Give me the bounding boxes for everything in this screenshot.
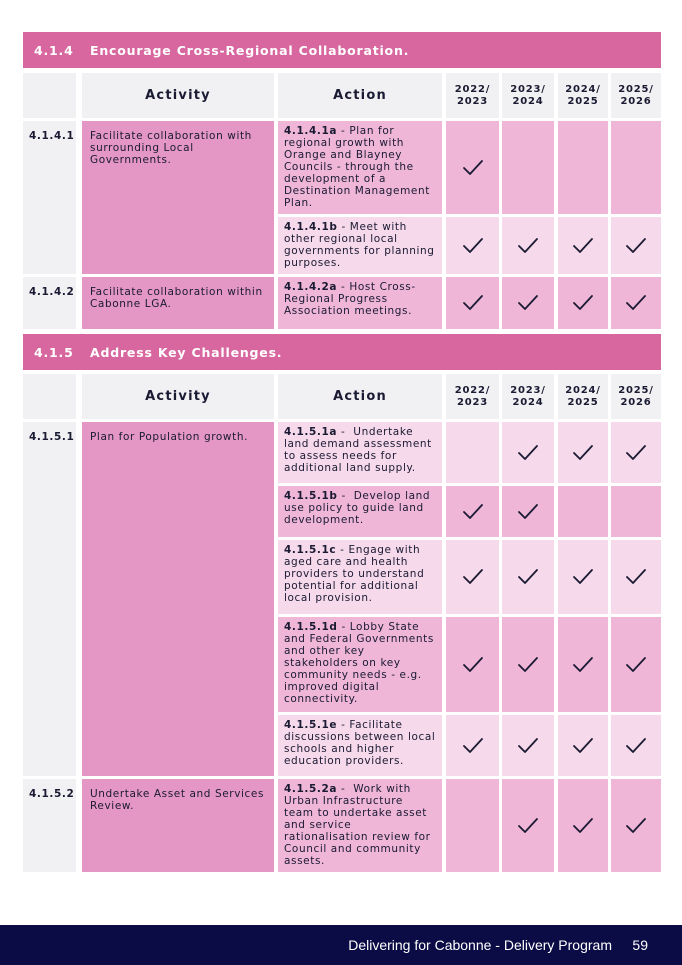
checkmark-icon: [462, 568, 484, 586]
checkmark-icon: [517, 294, 539, 312]
column-header-blank: [23, 73, 76, 118]
year-cell: [446, 217, 499, 274]
column-header-action: Action: [278, 374, 442, 419]
year-cell: [446, 422, 499, 483]
action-item: [278, 486, 442, 537]
checkmark-icon: [625, 294, 647, 312]
year-cell: [446, 277, 499, 329]
year-cell: [558, 217, 608, 274]
activity-description: Facilitate collaboration within Cabonne LGA.: [82, 277, 274, 329]
year-cell: [502, 617, 554, 712]
checkmark-icon: [517, 503, 539, 521]
checkmark-icon: [572, 237, 594, 255]
column-header-year: 2025/ 2026: [611, 73, 661, 118]
checkmark-icon: [517, 656, 539, 674]
action-text: Plan for regional growth with Orange and Blayney Councils - through the development of a Destination Management Plan.: [284, 125, 430, 209]
column-header-year: 2022/ 2023: [446, 73, 499, 118]
checkmark-icon: [625, 444, 647, 462]
action-separator: -: [337, 426, 354, 438]
activity-description: Undertake Asset and Services Review.: [82, 779, 274, 872]
page-footer: [0, 925, 682, 965]
checkmark-icon: [625, 817, 647, 835]
section-number: 4.1.4: [34, 42, 74, 58]
checkmark-icon: [517, 444, 539, 462]
year-cell: [611, 217, 661, 274]
year-cell: [558, 277, 608, 329]
action-item: [278, 121, 442, 214]
year-cell: [611, 540, 661, 614]
action-separator: -: [337, 719, 350, 731]
action-code: 4.1.4.1b: [284, 221, 338, 233]
action-item: [278, 277, 442, 329]
checkmark-icon: [462, 159, 484, 177]
action-code: 4.1.5.1a: [284, 426, 338, 438]
year-cell: [611, 121, 661, 214]
year-cell: [558, 779, 608, 872]
year-cell: [611, 486, 661, 537]
checkmark-icon: [572, 568, 594, 586]
section-number: 4.1.5: [34, 344, 74, 360]
action-separator: -: [337, 621, 350, 633]
checkmark-icon: [462, 656, 484, 674]
checkmark-icon: [572, 444, 594, 462]
year-cell: [502, 540, 554, 614]
year-cell: [502, 217, 554, 274]
year-cell: [446, 486, 499, 537]
action-code: 4.1.5.1b: [284, 490, 338, 502]
action-separator: -: [337, 783, 354, 795]
action-text: Engage with aged care and health providers to understand potential for additional local provision.: [284, 544, 425, 604]
year-cell: [446, 540, 499, 614]
column-header-activity: Activity: [82, 374, 274, 419]
year-cell: [611, 715, 661, 776]
section-title: Encourage Cross-Regional Collaboration.: [90, 42, 410, 58]
checkmark-icon: [462, 237, 484, 255]
checkmark-icon: [572, 656, 594, 674]
column-header-year: 2022/ 2023: [446, 374, 499, 419]
column-header-year: 2024/ 2025: [558, 374, 608, 419]
year-cell: [502, 422, 554, 483]
checkmark-icon: [572, 817, 594, 835]
activity-id: 4.1.4.2: [23, 277, 76, 329]
action-separator: -: [337, 221, 350, 233]
year-cell: [611, 277, 661, 329]
action-text: Undertake land demand assessment to assess needs for additional land supply.: [284, 426, 432, 474]
year-cell: [502, 486, 554, 537]
year-cell: [611, 617, 661, 712]
action-text: Develop land use policy to guide land development.: [284, 490, 431, 526]
action-text: Host Cross-Regional Progress Association meetings.: [284, 281, 416, 317]
section-header: [23, 32, 661, 68]
year-cell: [446, 617, 499, 712]
action-text: Facilitate discussions between local schools and higher education providers.: [284, 719, 436, 767]
checkmark-icon: [625, 237, 647, 255]
action-item: [278, 617, 442, 712]
action-code: 4.1.4.2a: [284, 281, 338, 293]
checkmark-icon: [572, 294, 594, 312]
action-code: 4.1.4.1a: [284, 125, 338, 137]
year-cell: [611, 422, 661, 483]
column-header-blank: [23, 374, 76, 419]
activity-id: 4.1.4.1: [23, 121, 76, 274]
year-cell: [558, 486, 608, 537]
checkmark-icon: [625, 737, 647, 755]
action-text: Meet with other regional local governments for planning purposes.: [284, 221, 435, 269]
year-cell: [502, 277, 554, 329]
section-header: [23, 334, 661, 370]
activity-description: Facilitate collaboration with surrounding Local Governments.: [82, 121, 274, 274]
year-cell: [611, 779, 661, 872]
checkmark-icon: [517, 237, 539, 255]
checkmark-icon: [625, 568, 647, 586]
action-item: [278, 217, 442, 274]
action-code: 4.1.5.2a: [284, 783, 338, 795]
year-cell: [558, 422, 608, 483]
column-header-year: 2025/ 2026: [611, 374, 661, 419]
action-separator: -: [337, 281, 350, 293]
column-header-year: 2024/ 2025: [558, 73, 608, 118]
action-code: 4.1.5.1c: [284, 544, 337, 556]
checkmark-icon: [517, 568, 539, 586]
checkmark-icon: [462, 294, 484, 312]
action-separator: -: [337, 125, 350, 137]
column-header-action: Action: [278, 73, 442, 118]
checkmark-icon: [572, 737, 594, 755]
action-separator: -: [336, 544, 349, 556]
action-code: 4.1.5.1d: [284, 621, 338, 633]
year-cell: [502, 715, 554, 776]
action-item: [278, 422, 442, 483]
action-separator: -: [337, 490, 354, 502]
activity-id: 4.1.5.2: [23, 779, 76, 872]
activity-description: Plan for Population growth.: [82, 422, 274, 776]
checkmark-icon: [462, 737, 484, 755]
year-cell: [558, 121, 608, 214]
column-header-year: 2023/ 2024: [502, 73, 554, 118]
action-text: Work with Urban Infrastructure team to undertake asset and service rationalisation review for Council and community assets.: [284, 783, 431, 867]
activity-id: 4.1.5.1: [23, 422, 76, 776]
action-item: [278, 779, 442, 872]
year-cell: [446, 121, 499, 214]
column-header-year: 2023/ 2024: [502, 374, 554, 419]
footer-title: Delivering for Cabonne - Delivery Program: [348, 937, 612, 953]
year-cell: [558, 540, 608, 614]
page-number: 59: [632, 937, 648, 953]
checkmark-icon: [517, 737, 539, 755]
column-header-activity: Activity: [82, 73, 274, 118]
checkmark-icon: [517, 817, 539, 835]
checkmark-icon: [462, 503, 484, 521]
year-cell: [558, 715, 608, 776]
action-item: [278, 715, 442, 776]
checkmark-icon: [625, 656, 647, 674]
year-cell: [558, 617, 608, 712]
year-cell: [502, 779, 554, 872]
section-title: Address Key Challenges.: [90, 344, 283, 360]
year-cell: [502, 121, 554, 214]
year-cell: [446, 779, 499, 872]
action-item: [278, 540, 442, 614]
year-cell: [446, 715, 499, 776]
action-text: Lobby State and Federal Governments and other key stakeholders on key community needs - e.g. improved digital connectivity.: [284, 621, 434, 705]
action-code: 4.1.5.1e: [284, 719, 338, 731]
